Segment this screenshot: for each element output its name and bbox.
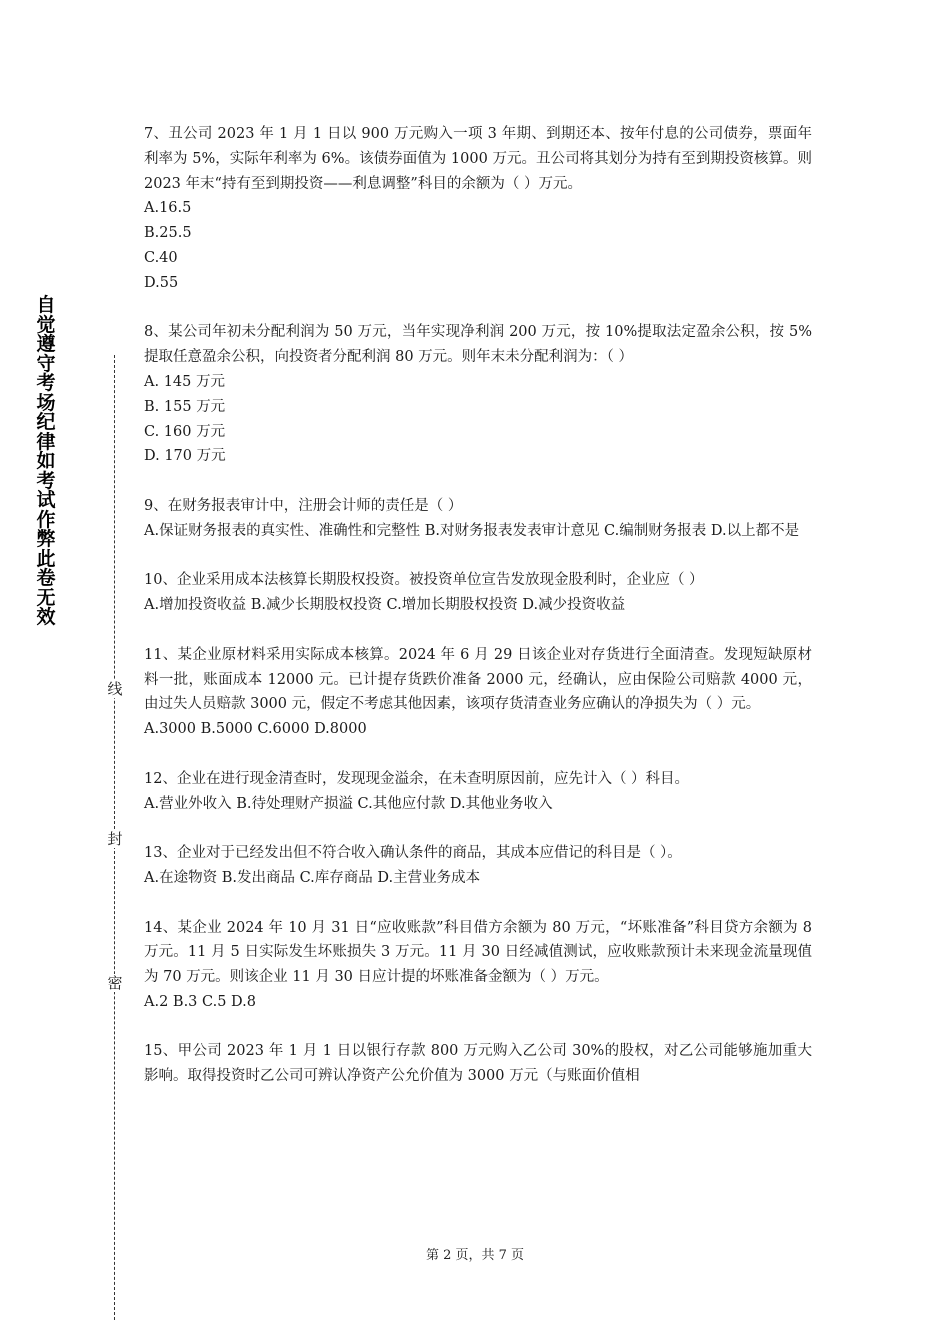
question-9 xyxy=(144,494,812,544)
question-stem: 15、甲公司 2023 年 1 月 1 日以银行存款 800 万元购入乙公司 30%的股权，对乙公司能够施加重大影响。取得投资时乙公司可辨认净资产公允价值为 3000 万元（与账面价值相 xyxy=(144,1043,812,1085)
question-10 xyxy=(144,568,812,618)
option: B.25.5 xyxy=(144,225,192,242)
question-11 xyxy=(144,643,812,742)
option: A.16.5 xyxy=(144,200,192,217)
question-15 xyxy=(144,1039,812,1089)
options-line: A.2 B.3 C.5 D.8 xyxy=(144,993,256,1010)
binding-mark-mi: 密 xyxy=(107,974,123,992)
question-14 xyxy=(144,916,812,1015)
options-line: A.3000 B.5000 C.6000 D.8000 xyxy=(144,721,367,738)
question-8 xyxy=(144,320,812,469)
option: D.55 xyxy=(144,274,179,291)
options-line: A.在途物资 B.发出商品 C.库存商品 D.主营业务成本 xyxy=(144,869,481,886)
options-line: A.增加投资收益 B.减少长期股权投资 C.增加长期股权投资 D.减少投资收益 xyxy=(144,597,626,614)
option: B. 155 万元 xyxy=(144,398,226,415)
question-stem: 12、企业在进行现金清查时，发现现金溢余，在未查明原因前，应先计入（ ）科目。 xyxy=(144,770,690,787)
exam-discipline-warning: 自觉遵守考场纪律如考试作弊此卷无效 xyxy=(36,294,56,628)
question-stem: 9、在财务报表审计中，注册会计师的责任是（ ） xyxy=(144,497,463,514)
question-13 xyxy=(144,841,812,891)
question-stem: 10、企业采用成本法核算长期股权投资。被投资单位宣告发放现金股利时，企业应（ ） xyxy=(144,572,704,589)
question-stem: 14、某企业 2024 年 10 月 31 日“应收账款”科目借方余额为 80 万元，“坏账准备”科目贷方余额为 8 万元。11 月 5 日实际发生坏账损失 3 万元。11 月 30 日经减值测试，应收账款预计未来现金流量现值为 70 万元。则该企业 11 月 30 日应计提的坏账准备金额为（ ）万元。 xyxy=(144,919,812,986)
question-list xyxy=(144,122,812,1114)
question-stem: 13、企业对于已经发出但不符合收入确认条件的商品，其成本应借记的科目是（ ）。 xyxy=(144,845,682,862)
option: C.40 xyxy=(144,249,178,266)
page-number: 第 2 页，共 7 页 xyxy=(425,1248,525,1263)
question-stem: 8、某公司年初未分配利润为 50 万元，当年实现净利润 200 万元，按 10%提取法定盈余公积，按 5%提取任意盈余公积，向投资者分配利润 80 万元。则年末未分配利润为：（ ） xyxy=(144,324,812,366)
option: C. 160 万元 xyxy=(144,423,226,440)
options-line: A.营业外收入 B.待处理财产损溢 C.其他应付款 D.其他业务收入 xyxy=(144,795,553,812)
binding-mark-xian: 线 xyxy=(107,680,123,698)
question-stem: 7、丑公司 2023 年 1 月 1 日以 900 万元购入一项 3 年期、到期还本、按年付息的公司债券，票面年利率为 5%，实际年利率为 6%。该债券面值为 1000 万元。丑公司将其划分为持有至到期投资核算。则 2023 年末“持有至到期投资——利息调整”科目的余额为（ ）万元。 xyxy=(144,126,812,192)
options-line: A.保证财务报表的真实性、准确性和完整性 B.对财务报表发表审计意见 C.编制财务报表 D.以上都不是 xyxy=(144,522,800,539)
question-7 xyxy=(144,122,812,296)
question-stem: 11、某企业原材料采用实际成本核算。2024 年 6 月 29 日该企业对存货进行全面清查。发现短缺原材料一批，账面成本 12000 元。已计提存货跌价准备 2000 元，经确认，应由保险公司赔款 4000 元，由过失人员赔款 3000 元，假定不考虑其他因素，该项存货清查业务应确认的净损失为（ ）元。 xyxy=(144,646,812,713)
binding-mark-feng: 封 xyxy=(107,830,123,848)
option: D. 170 万元 xyxy=(144,448,226,465)
question-12 xyxy=(144,767,812,817)
option: A. 145 万元 xyxy=(144,373,225,390)
